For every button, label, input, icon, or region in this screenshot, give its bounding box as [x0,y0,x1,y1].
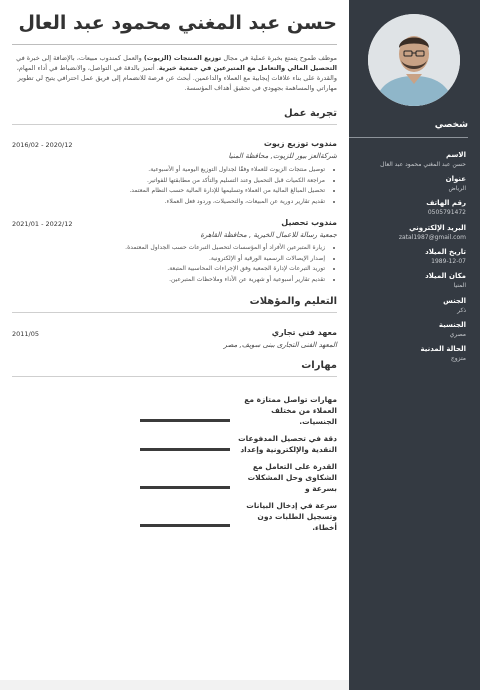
field-value: المنيا [453,282,466,289]
job-duty: • زيارة المتبرعين الأفراد أو المؤسسات لتحصيل التبرعات حسب الجداول المعتمدة. [12,243,325,254]
job-date: 2016/02 - 2020/12 [12,141,73,149]
field-gender [443,296,466,315]
field-label: الجنس [443,297,466,305]
avatar-icon [368,14,460,106]
field-nationality [439,320,466,339]
field-value: zatal1987@gmail.com [398,234,466,241]
job-duty: • توصيل منتجات الزيوت للعملاء وفقًا لجداول التوزيع اليومية أو الأسبوعية. [12,165,325,176]
skill-level-bar [140,448,230,451]
summary-text: والعمل كمندوب مبيعات، بالإضافة إلى خبرة في [16,54,144,62]
job-company: شركةالعز بيور للزيوت, محافظة المنيا [228,152,337,160]
job-duty: • تحصيل المبالغ المالية من العملاء وتسليمها للإدارة المالية حسب النظام المعتمد. [12,186,325,197]
field-birth-place [425,271,466,290]
skill-level-bar [140,419,230,422]
name-divider [12,44,337,45]
skill-name: مهارات تواصل ممتازة مع العملاء من مختلف الجنسيات. [244,395,337,426]
field-address [446,174,466,193]
job-title: مندوب تحصيل [281,218,337,227]
skill-name: سرعة في إدخال البيانات وتسجيل الطلبات دون أخطاء. [246,501,337,532]
job-date: 2021/01 - 2022/12 [12,220,73,228]
job-duty: • توريد التبرعات لإدارة الجمعية وفق الإجراءات المحاسبية المتبعة. [12,264,325,275]
job-company: جمعية رسالة للاعمال الخيرية , محافظة القاهرة [200,231,337,239]
school-name: المعهد الفنى التجارى ببنى سويف, مصر [223,341,337,349]
personal-heading: شخصي [434,120,468,130]
job-duty: • تقديم تقارير دورية عن المبيعات، والتحصيلات، وردود فعل العملاء. [12,197,325,208]
job-duties [12,243,337,285]
experience-heading: تجربة عمل [284,108,337,119]
field-value: 0505791472 [427,209,466,216]
field-marital-status [420,344,466,363]
field-value: الرياض [448,185,466,192]
summary-highlight: التحصيل المالي والتعامل مع المتبرعين في جمعية خيرية [158,64,337,72]
skill-name: دقة في تحصيل المدفوعات النقدية والإلكترونية وإعداد [238,434,337,454]
summary-text: . أتميز بالدقة في التواصل، والانضباط في أداء المهام، والقدرة على بناء علاقات إيجابية مع العملاء والداعمين. أبحث عن فرصة للانضمام إلى فريق عمل احترافي يتيح لي تطوير مهاراتي والمساهمة بجهودي في تحقيق أهداف المؤسسة. [16,64,337,92]
field-birth-date [425,247,466,266]
skill-name: القدرة على التعامل مع الشكاوى وحل المشكلات بسرعة و [247,462,337,493]
field-label: الحالة المدنية [420,345,466,353]
summary-text: موظف طموح يتمتع بخبرة عملية في مجال [221,54,337,62]
field-label: تاريخ الميلاد [425,248,466,256]
skills-divider [12,376,337,377]
sidebar [349,0,480,690]
field-email [399,223,466,242]
job-duty: • مراجعة الكميات قبل التحميل وعند التسليم والتأكد من مطابقتها للفواتير. [12,176,325,187]
education-heading: التعليم والمؤهلات [249,296,337,307]
profile-photo [368,14,460,106]
field-value: متزوج [450,355,466,362]
candidate-name: حسن عبد المغني محمود عبد العال [18,12,337,34]
field-label: الجنسية [438,321,466,329]
skill-level-bar [140,524,230,527]
education-divider [12,312,337,313]
field-label: مكان الميلاد [425,272,466,280]
field-label: الاسم [446,151,466,159]
job-title: مندوب توزيع زيوت [263,139,337,148]
degree-title: معهد فني تجاري [271,328,337,337]
profile-summary [12,53,337,93]
skill-level-bar [140,486,230,489]
skills-heading: مهارات [301,360,337,371]
field-value: حسن عبد المغني محمود عبد العال [380,161,466,168]
job-duty: • تقديم تقارير أسبوعية أو شهرية عن الأداء وملاحظات المتبرعين. [12,275,325,286]
education-date: 2011/05 [12,330,40,338]
job-duties [12,165,337,207]
experience-divider [12,124,337,125]
summary-highlight: توزيع المنتجات (الزيوت) [143,54,222,62]
field-label: رقم الهاتف [426,199,466,207]
field-value: مصري [449,331,466,338]
field-value: ذكر [457,307,466,314]
job-duty: • إصدار الإيصالات الرسمية الورقية أو الإلكترونية. [12,254,325,265]
field-label: عنوان [445,175,466,183]
field-value: 1989-12-07 [431,258,466,265]
personal-divider [349,137,468,138]
field-phone [426,198,466,217]
field-label: البريد الإلكتروني [409,224,466,232]
field-name [380,150,466,169]
